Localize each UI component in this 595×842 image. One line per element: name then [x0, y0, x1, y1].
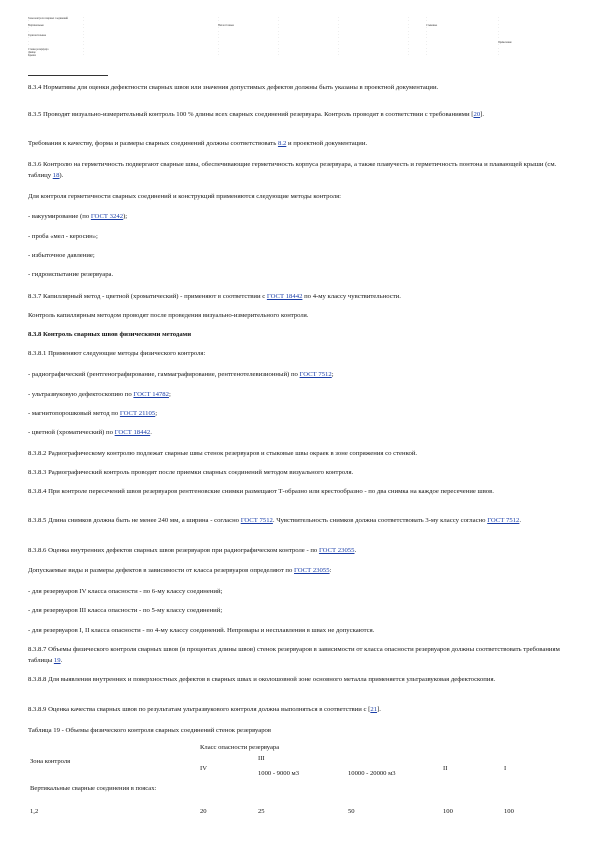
- residual-table-cell: ·: [408, 37, 409, 41]
- list-item-class-i-ii: [28, 626, 568, 637]
- table-19-row1-iii-b: 50: [348, 808, 355, 815]
- table-19-row1-i: 100: [504, 808, 514, 815]
- reference-link[interactable]: ГОСТ 23055: [294, 567, 330, 574]
- residual-table-cell: ·: [498, 44, 499, 48]
- para-8-3-8-7: [28, 645, 568, 666]
- residual-table-cell: Нахлесточные: [218, 23, 234, 27]
- residual-table-cell: ·: [83, 40, 84, 44]
- paragraph-text: - цветной (хроматический) по: [28, 429, 115, 436]
- residual-table-cell: Крыша: [28, 54, 36, 58]
- reference-link[interactable]: ГОСТ 18442: [266, 293, 303, 300]
- paragraph-text: ].: [480, 111, 485, 118]
- residual-table-cell: ·: [28, 20, 29, 24]
- residual-table-cell: ·: [338, 37, 339, 41]
- paragraph-text: 8.3.6 Контролю на герметичность подвергают сварные швы, обеспечивающие герметичность корпуса резервуара, а также плавучесть и герметичность понтона и плавающей крыши (см. таблицу: [28, 161, 557, 179]
- residual-table-cell: ·: [426, 37, 427, 41]
- footnote-rule: [28, 75, 108, 76]
- residual-table-cell: ·: [83, 20, 84, 24]
- residual-table-cell: ·: [278, 20, 279, 24]
- residual-table-cell: ·: [408, 23, 409, 27]
- list-item-class-iii: [28, 606, 568, 617]
- paragraph-text: 8.3.8.6 Оценка внутренних дефектов сварных швов резервуаров при радиографическом контроле - по: [28, 547, 319, 554]
- residual-table-cell: ·: [408, 20, 409, 24]
- para-8-3-8-2: [28, 449, 568, 460]
- list-item-hydrotest: [28, 270, 568, 281]
- residual-table-cell: ·: [498, 27, 499, 31]
- reference-link[interactable]: ГОСТ 3242: [90, 213, 124, 220]
- paragraph-text: Для контроля герметичности сварных соединений и конструкций применяются следующие методы контроля:: [28, 193, 342, 200]
- residual-table-cell: ·: [28, 44, 29, 48]
- residual-table-cell: ·: [218, 40, 219, 44]
- table-19-row1-iii-a: 25: [258, 808, 265, 815]
- paragraph-text: ;: [331, 371, 334, 378]
- para-8-3-4: [28, 83, 568, 94]
- paragraph-text: - избыточное давление;: [28, 252, 95, 259]
- residual-table-cell: ·: [28, 37, 29, 41]
- residual-table-cell: ·: [338, 50, 339, 54]
- residual-table-cell: Зоны контроля сварных соединений: [28, 17, 68, 20]
- residual-table-cell: ·: [28, 30, 29, 34]
- residual-table-cell: ·: [218, 20, 219, 24]
- residual-table-cell: ·: [338, 23, 339, 27]
- paragraph-text: ).: [59, 171, 64, 179]
- residual-table-cell: ·: [218, 44, 219, 48]
- residual-table-cell: ·: [278, 33, 279, 37]
- paragraph-text: .: [354, 547, 357, 554]
- residual-table-cell: ·: [426, 17, 427, 20]
- residual-table-cell: ·: [498, 23, 499, 27]
- residual-table-cell: ·: [83, 54, 84, 58]
- paragraph-text: и проектной документации.: [286, 140, 368, 147]
- paragraph-text: - для резервуаров I, II класса опасности - по 4-му классу соединений. Непровары и несплавления в швах не допускаются.: [28, 627, 375, 634]
- residual-table-cell: ·: [338, 20, 339, 24]
- list-item-color: [28, 428, 568, 439]
- paragraph-text: .: [519, 517, 522, 524]
- list-item-vacuum: [28, 212, 568, 223]
- paragraph-text: 8.3.8 Контроль сварных швов физическими методами: [28, 331, 192, 338]
- residual-table-cell: Вертикальные: [28, 23, 44, 27]
- residual-table-cell: ·: [83, 44, 84, 48]
- residual-table-cell: ·: [426, 47, 427, 51]
- residual-table-cell: ·: [278, 17, 279, 20]
- residual-table-cell: ·: [338, 40, 339, 44]
- residual-table-cell: ·: [28, 27, 29, 31]
- residual-table-cell: ·: [28, 40, 29, 44]
- residual-table-cell: ·: [278, 44, 279, 48]
- list-item-magnetic: [28, 409, 568, 420]
- para-8-3-8-8: [28, 675, 568, 686]
- residual-table-cell: ·: [278, 30, 279, 34]
- residual-table-cell: ·: [408, 50, 409, 54]
- residual-table-cell: ·: [338, 44, 339, 48]
- residual-table-cell: ·: [426, 44, 427, 48]
- residual-table-cell: ·: [338, 30, 339, 34]
- table-19-caption: [28, 726, 568, 737]
- para-8-3-8-6-classes: [28, 566, 568, 577]
- reference-link[interactable]: 19: [53, 656, 61, 664]
- residual-table-cell: Горизонтальные: [28, 33, 47, 37]
- residual-table-cell: ·: [498, 20, 499, 24]
- para-8-3-8-4: [28, 487, 568, 498]
- paragraph-text: - гидроиспытание резервуара.: [28, 271, 114, 278]
- paragraph-text: 8.3.4 Нормативы для оценки дефектности сварных швов или значения допустимых дефектов должны быть указаны в проектной документации.: [28, 84, 439, 91]
- residual-table-cell: ·: [498, 47, 499, 51]
- residual-table-cell: ·: [218, 27, 219, 31]
- paragraph-text: :: [329, 567, 332, 574]
- residual-table-cell: ·: [338, 27, 339, 31]
- list-item-class-iv: [28, 587, 568, 598]
- paragraph-text: Допускаемые виды и размеры дефектов в зависимости от класса резервуаров определяют по: [28, 567, 295, 574]
- list-item-ultrasonic: [28, 390, 568, 401]
- residual-table-cell: ·: [426, 50, 427, 54]
- residual-table-cell: ·: [83, 33, 84, 37]
- residual-table-cell: ·: [278, 40, 279, 44]
- paragraph-text: - проба «мел - керосин»;: [28, 233, 98, 240]
- residual-table: [28, 18, 568, 74]
- paragraph-text: Требования к качеству, форма и размеры сварных соединений должны соответствовать: [28, 140, 278, 147]
- table-19-col-ii: II: [443, 765, 448, 772]
- reference-link[interactable]: 8.2: [277, 140, 287, 147]
- paragraph-text: 8.3.8.5 Длина снимков должна быть не менее 240 мм, а ширина - согласно: [28, 517, 241, 524]
- para-8-3-6-methods: [28, 192, 568, 203]
- paragraph-text: ;: [155, 410, 158, 417]
- paragraph-text: Контроль капиллярным методом проводят после проведения визуально-измерительного контроля.: [28, 312, 309, 319]
- residual-table-cell: ·: [408, 33, 409, 37]
- residual-table-row: [28, 55, 568, 58]
- para-8-3-8-5: [28, 516, 568, 527]
- residual-table-cell: ·: [408, 27, 409, 31]
- residual-table-cell: ·: [408, 40, 409, 44]
- para-8-3-5-requirements: [28, 139, 568, 150]
- table-19-row1-iv: 20: [200, 808, 207, 815]
- section-heading-8-3-8: [28, 330, 568, 341]
- para-8-3-7: [28, 292, 568, 303]
- residual-table-cell: ·: [408, 54, 409, 58]
- residual-table-cell: ·: [83, 47, 84, 51]
- paragraph-text: 8.3.8.4 При контроле пересечений швов резервуаров рентгеновские снимки размещают Т-образно или крестообразно - по два снимка на каждое пересечение швов.: [28, 488, 494, 495]
- residual-table-cell: ·: [278, 37, 279, 41]
- reference-link[interactable]: 21: [370, 706, 378, 713]
- paragraph-text: 8.3.8.2 Радиографическому контролю подлежат сварные швы стенок резервуаров и стыковые швы окраек в зоне сопряжения со стенкой.: [28, 450, 418, 457]
- residual-table-cell: ·: [218, 30, 219, 34]
- residual-table-cell: ·: [218, 47, 219, 51]
- residual-table-cell: Стенка резервуара: [28, 47, 49, 51]
- reference-link[interactable]: ГОСТ 21105: [119, 410, 156, 417]
- residual-table-cell: ·: [83, 23, 84, 27]
- residual-table-cell: Днище: [28, 50, 36, 54]
- residual-table-cell: ·: [278, 27, 279, 31]
- paragraph-text: . Чувствительность снимков должна соответствовать 3-му классу согласно: [272, 517, 488, 524]
- residual-table-cell: ·: [426, 33, 427, 37]
- paragraph-text: .: [150, 429, 152, 436]
- residual-table-cell: ·: [426, 30, 427, 34]
- paragraph-text: - радиографический (рентгенографирование, гаммаграфирование, рентгенотелевизионный) по: [28, 371, 300, 378]
- paragraph-text: 8.3.7 Капиллярный метод - цветной (хроматический) - применяют в соответствии с: [28, 293, 267, 300]
- reference-link[interactable]: ГОСТ 7512: [487, 517, 520, 524]
- reference-link[interactable]: ГОСТ 7512: [299, 371, 332, 378]
- table-19-col-zone: Зона контроля: [30, 758, 71, 765]
- paragraph-text: - для резервуаров III класса опасности - по 5-му классу соединений;: [28, 607, 223, 614]
- paragraph-text: 8.3.5 Проводят визуально-измерительный контроль 100 % длины всех сварных соединений резервуара. Контроль проводят в соответствии с требованиями [: [28, 111, 474, 118]
- paragraph-text: - магнитопорошковый метод по: [28, 410, 120, 417]
- reference-link[interactable]: 20: [473, 111, 481, 118]
- paragraph-text: 8.3.8.8 Для выявления внутренних и поверхностных дефектов в сварных швах и околошовной зоне основного металла применяется ультразвуковая дефектоскопия.: [28, 676, 496, 683]
- residual-table-cell: ·: [408, 17, 409, 20]
- residual-table-cell: ·: [426, 27, 427, 31]
- paragraph-text: ].: [377, 706, 381, 713]
- residual-table-cell: ·: [498, 50, 499, 54]
- paragraph-text: - вакуумирование (по: [28, 213, 91, 220]
- reference-link[interactable]: 18: [52, 171, 60, 179]
- residual-table-cell: ·: [83, 50, 84, 54]
- residual-table-cell: ·: [408, 30, 409, 34]
- residual-table-cell: ·: [83, 37, 84, 41]
- residual-table-cell: ·: [408, 44, 409, 48]
- table-19-col-iii: III: [258, 755, 265, 762]
- table-19-col-iv: IV: [200, 765, 207, 772]
- residual-table-cell: ·: [338, 47, 339, 51]
- paragraph-text: 8.3.8.7 Объемы физического контроля сварных швов (в процентах длины швов) стенок резервуаров в зависимости от класса опасности резервуаров должны соответствовать требованиям таблицы: [28, 646, 560, 664]
- residual-table-cell: ·: [498, 17, 499, 20]
- residual-table-cell: ·: [426, 40, 427, 44]
- residual-table-cell: ·: [83, 30, 84, 34]
- reference-link[interactable]: ГОСТ 23055: [318, 547, 355, 554]
- residual-table-cell: Примечание: [498, 40, 512, 44]
- residual-table-cell: ·: [278, 23, 279, 27]
- residual-table-cell: ·: [338, 17, 339, 20]
- residual-table-cell: ·: [218, 37, 219, 41]
- reference-link[interactable]: ГОСТ 18442: [114, 429, 151, 436]
- residual-table-cell: ·: [218, 50, 219, 54]
- paragraph-text: Таблица 19 - Объемы физического контроля сварных соединений стенок резервуаров: [28, 727, 272, 734]
- table-19-col-iii-b: 10000 - 20000 м3: [348, 770, 396, 777]
- residual-table-cell: ·: [218, 17, 219, 20]
- paragraph-text: ;: [168, 391, 171, 398]
- residual-table-cell: ·: [338, 54, 339, 58]
- residual-table-cell: ·: [83, 17, 84, 20]
- paragraph-text: 8.3.8.9 Оценка качества сварных швов по результатам ультразвукового контроля должна выполняться в соответствии с [: [28, 706, 371, 713]
- paragraph-text: .: [60, 656, 63, 664]
- table-19-col-iii-a: 1000 - 9000 м3: [258, 770, 299, 777]
- table-19-row-section: Вертикальные сварные соединения в поясах:: [30, 785, 157, 792]
- residual-table-cell: ·: [498, 37, 499, 41]
- para-8-3-7-note: [28, 311, 568, 322]
- residual-table-cell: ·: [338, 33, 339, 37]
- paragraph-text: 8.3.8.1 Применяют следующие методы физического контроля:: [28, 350, 206, 357]
- para-8-3-5: [28, 110, 568, 121]
- residual-table-cell: ·: [498, 54, 499, 58]
- paragraph-text: - ультразвуковую дефектоскопию по: [28, 391, 134, 398]
- para-8-3-6: [28, 160, 568, 181]
- residual-table-cell: ·: [278, 47, 279, 51]
- list-item-chalk-kerosene: [28, 232, 568, 243]
- paragraph-text: по 4-му классу чувствительности.: [302, 293, 401, 300]
- paragraph-text: - для резервуаров IV класса опасности - по 6-му классу соединений;: [28, 588, 223, 595]
- residual-table-cell: ·: [426, 54, 427, 58]
- reference-link[interactable]: ГОСТ 7512: [240, 517, 273, 524]
- table-19: [28, 744, 568, 824]
- residual-table-cell: ·: [83, 27, 84, 31]
- paragraph-text: 8.3.8.3 Радиографический контроль проводят после приемки сварных соединений методом визуального контроля.: [28, 469, 354, 476]
- table-19-col-i: I: [504, 765, 507, 772]
- para-8-3-8-1: [28, 349, 568, 360]
- residual-table-cell: ·: [218, 54, 219, 58]
- para-8-3-8-6: [28, 546, 568, 557]
- residual-table-cell: ·: [498, 30, 499, 34]
- para-8-3-8-9: [28, 705, 568, 716]
- table-19-row1-ii: 100: [443, 808, 453, 815]
- reference-link[interactable]: ГОСТ 14782: [133, 391, 169, 398]
- residual-table-cell: ·: [278, 54, 279, 58]
- table-19-group-header: Класс опасности резервуара: [200, 744, 280, 751]
- residual-table-cell: ·: [408, 47, 409, 51]
- table-19-row1-zone: 1,2: [30, 808, 39, 815]
- para-8-3-8-3: [28, 468, 568, 479]
- paragraph-text: );: [123, 213, 128, 220]
- residual-table-cell: ·: [278, 50, 279, 54]
- residual-table-cell: Стыковые: [426, 23, 438, 27]
- list-item-overpressure: [28, 251, 568, 262]
- residual-table-cell: ·: [426, 20, 427, 24]
- residual-table-cell: ·: [218, 33, 219, 37]
- list-item-radiographic: [28, 370, 568, 381]
- residual-table-cell: ·: [498, 33, 499, 37]
